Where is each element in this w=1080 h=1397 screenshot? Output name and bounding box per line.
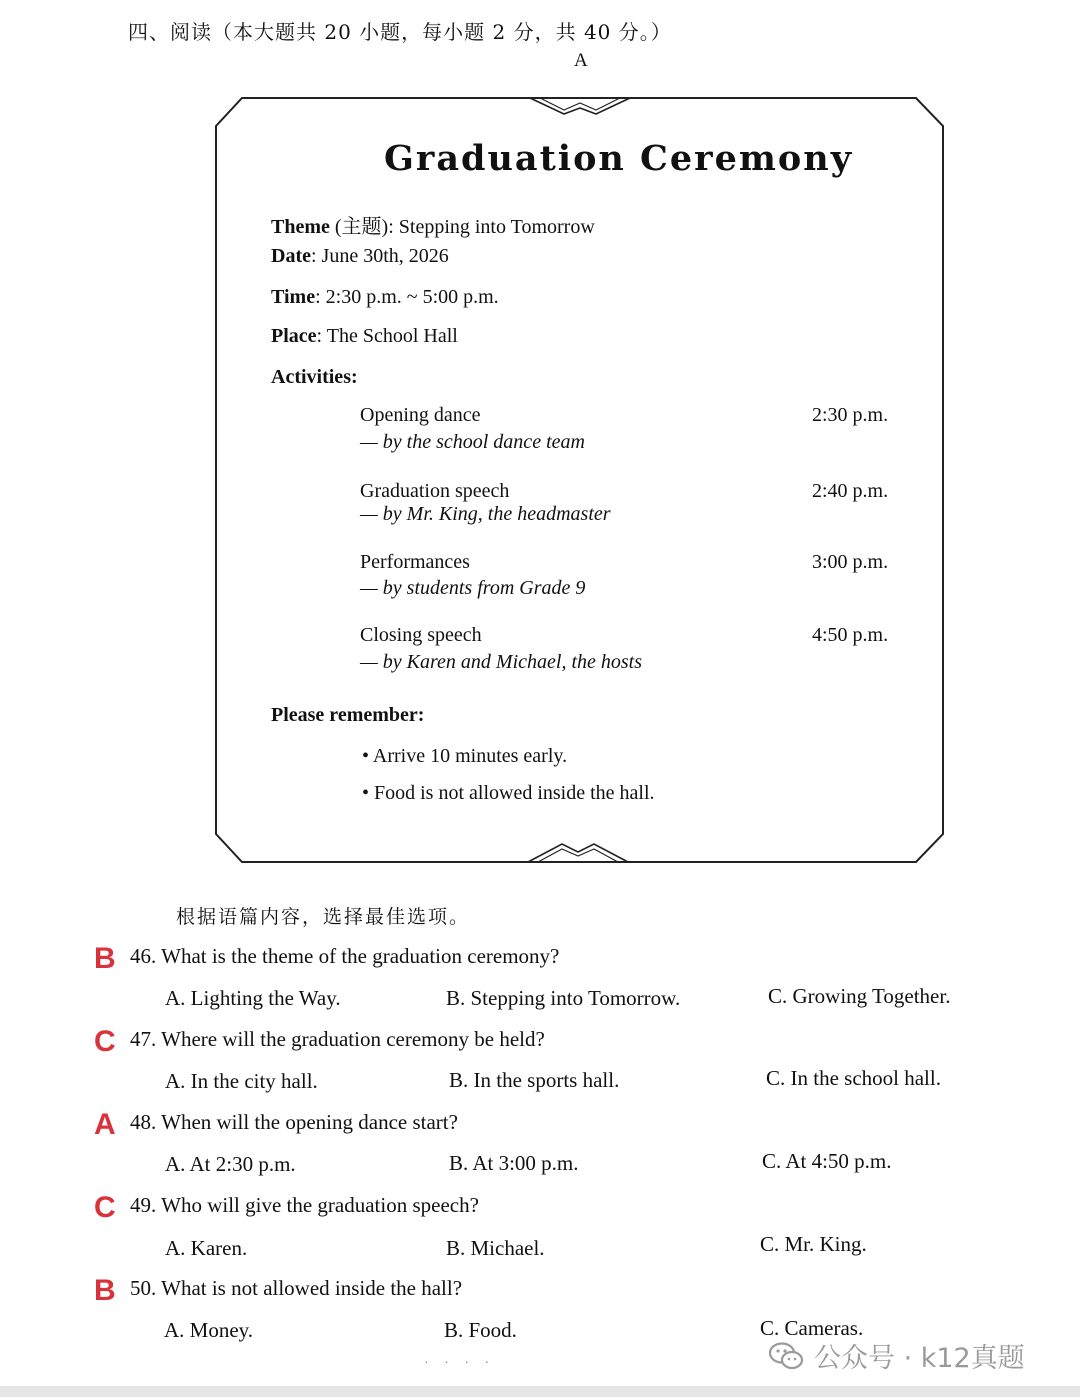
watermark-text: 公众号 · k12真题 [814,1343,1025,1374]
rule-item: • Food is not allowed inside the hall. [362,782,655,804]
option-c: C. At 4:50 p.m. [762,1149,892,1173]
option-b: B. Food. [444,1318,517,1342]
handwritten-answer: B [94,942,116,975]
instruction: 根据语篇内容，选择最佳选项。 [176,906,471,928]
activity-by: — by the school dance team [360,431,585,453]
activity-by: — by Mr. King, the headmaster [360,503,611,525]
activity-by: — by Karen and Michael, the hosts [360,651,643,673]
question-text: 48. When will the opening dance start? [130,1110,458,1134]
watermark [768,1336,1025,1375]
handwritten-answer: B [94,1274,116,1307]
place-value: : The School Hall [316,325,458,347]
theme-label: Theme [271,216,330,238]
cropped-footer-text: · · · · [424,1356,496,1371]
remember-label: Please remember: [271,704,425,726]
theme-line [271,210,595,239]
question-text: 50. What is not allowed inside the hall? [130,1276,463,1300]
question-text: 46. What is the theme of the graduation ceremony? [130,944,560,968]
option-c: C. Mr. King. [760,1232,867,1256]
activities-label: Activities: [271,366,358,388]
activity-name: Performances [360,551,470,573]
date-value: : June 30th, 2026 [310,245,449,267]
question-text: 47. Where will the graduation ceremony be held? [130,1027,545,1051]
option-a: A. At 2:30 p.m. [165,1152,296,1176]
option-b: B. Michael. [446,1236,545,1260]
time-value: : 2:30 p.m. ~ 5:00 p.m. [315,286,499,308]
activity-time: 2:40 p.m. [812,480,889,502]
activity-time: 2:30 p.m. [812,404,889,426]
bottom-edge [0,1386,1080,1397]
option-b: B. At 3:00 p.m. [449,1151,579,1175]
activity-time: 4:50 p.m. [812,624,889,646]
time-line [271,286,499,309]
handwritten-answer: C [94,1191,116,1224]
option-a: A. Money. [164,1318,254,1342]
option-a: A. Karen. [165,1236,248,1260]
option-c: C. Cameras. [760,1316,864,1340]
section-heading: 四、阅读（本大题共 20 小题，每小题 2 分，共 40 分。） [128,20,672,44]
handwritten-answer: C [94,1025,116,1058]
option-b: B. Stepping into Tomorrow. [446,986,681,1010]
date-line [271,245,449,268]
option-c: C. In the school hall. [766,1066,941,1090]
option-c: C. Growing Together. [768,984,951,1008]
rule-item: • Arrive 10 minutes early. [362,745,568,767]
place-label: Place [271,325,317,347]
activity-name: Closing speech [360,624,482,646]
handwritten-answer: A [94,1108,116,1141]
activity-time: 3:00 p.m. [812,551,889,573]
option-a: A. In the city hall. [165,1069,318,1093]
activity-name: Opening dance [360,404,481,426]
passage-letter: A [574,50,588,71]
activity-by: — by students from Grade 9 [360,577,586,599]
option-a: A. Lighting the Way. [165,986,341,1010]
theme-value: (主题): Stepping into Tomorrow [329,216,595,238]
time-label: Time [271,286,316,308]
activity-name: Graduation speech [360,480,510,502]
date-label: Date [271,245,311,267]
option-b: B. In the sports hall. [449,1068,620,1092]
notice-title: Graduation Ceremony [384,138,854,179]
place-line [271,325,458,348]
wechat-icon [768,1341,804,1371]
question-text: 49. Who will give the graduation speech? [130,1193,479,1217]
